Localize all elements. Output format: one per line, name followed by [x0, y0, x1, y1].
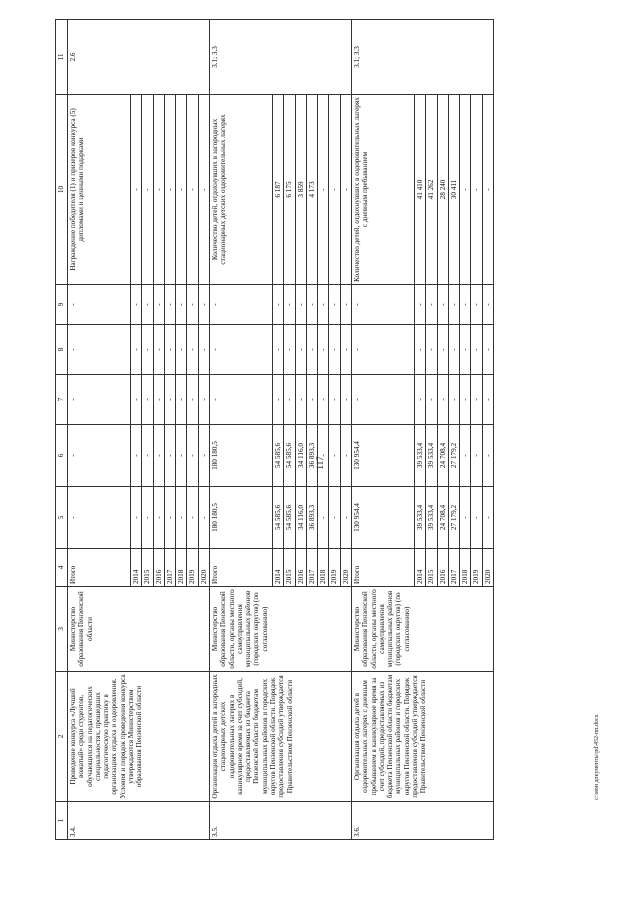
value-cell: 130 954,4	[351, 425, 414, 487]
value-cell: -	[318, 325, 329, 375]
value-cell: -	[68, 325, 131, 375]
value-cell: -	[482, 285, 493, 325]
value-cell: -	[164, 325, 175, 375]
value-cell: -	[448, 325, 459, 375]
value-cell: -	[306, 375, 317, 425]
indicator-value: 4 173	[306, 95, 317, 285]
value-cell: -	[153, 285, 164, 325]
measure-name: Организация отдыха детей в оздоровительных лагерях с дневным пребыванием в каникулярное время за счет субсидий, предоставляемых из бюджета Пензенской области бюджетам муниципальных районов и городских округов Пензенской области. Порядок предоставления субсидий утверждается Правительством Пензенской области	[351, 672, 493, 802]
footer-path: c:\мои документы\pd\452-пп.docx	[594, 714, 600, 800]
value-cell: -	[460, 425, 471, 487]
value-cell: -	[68, 487, 131, 549]
value-cell: -	[272, 375, 283, 425]
value-cell: -	[306, 325, 317, 375]
value-cell: -	[426, 325, 437, 375]
value-cell: -	[295, 285, 306, 325]
value-cell: -	[272, 325, 283, 375]
indicator-value: -	[153, 95, 164, 285]
value-cell: -	[414, 375, 425, 425]
value-cell: -	[448, 375, 459, 425]
year-cell: 2017	[306, 549, 317, 587]
table-row	[209, 20, 272, 840]
value-cell: -	[142, 425, 153, 487]
value-cell: -	[351, 375, 414, 425]
executor: Министерство образования Пензенской области, органы местного самоуправления муниципальных районов (городских округов) (по согласованию)	[209, 587, 351, 672]
value-cell: 180 180,5	[209, 487, 272, 549]
value-cell: -	[414, 285, 425, 325]
year-cell: 2015	[426, 549, 437, 587]
indicator-value: 41 410	[414, 95, 425, 285]
value-cell: -	[272, 285, 283, 325]
value-cell: -	[482, 487, 493, 549]
value-cell: 36 893,3	[306, 487, 317, 549]
indicator-value: 6 175	[284, 95, 295, 285]
value-cell: -	[351, 285, 414, 325]
indicator-value: -	[482, 95, 493, 285]
value-cell: 54 585,6	[284, 425, 295, 487]
value-cell: -	[176, 325, 187, 375]
value-cell: -	[340, 325, 351, 375]
value-cell: -	[142, 285, 153, 325]
value-cell: -	[187, 487, 198, 549]
value-cell: -	[284, 325, 295, 375]
indicator-value: -	[142, 95, 153, 285]
value-cell: 34 116,0	[295, 425, 306, 487]
value-cell: -	[471, 285, 482, 325]
year-cell: 2019	[471, 549, 482, 587]
col-header: 10	[56, 95, 68, 285]
value-cell: -	[460, 325, 471, 375]
value-cell: -	[414, 325, 425, 375]
value-cell: -	[318, 487, 329, 549]
value-cell: -	[329, 375, 340, 425]
year-cell: 2018	[176, 549, 187, 587]
value-cell: -	[198, 487, 209, 549]
year-cell: 2020	[482, 549, 493, 587]
value-cell: 180 180,5	[209, 425, 272, 487]
executor: Министерство образования Пензенской области	[68, 587, 210, 672]
year-cell: 2018	[318, 549, 329, 587]
value-cell: -	[471, 425, 482, 487]
value-cell: -	[340, 375, 351, 425]
year-cell: 2016	[153, 549, 164, 587]
col-header: 1	[56, 802, 68, 840]
value-cell: -	[284, 375, 295, 425]
value-cell: -	[153, 425, 164, 487]
value-cell: -	[306, 285, 317, 325]
value-cell: 34 116,0	[295, 487, 306, 549]
year-cell: 2018	[460, 549, 471, 587]
indicator-value: -	[471, 95, 482, 285]
measure-name: Проведение конкурса «Лучший вожатый» среди студентов, обучающихся на педагогических специальностях, прошедших педагогическую практику в организациях отдыха и оздоровления. Условия и порядок проведения конкурса утверждаются Министерством образования Пензенской области	[68, 672, 210, 802]
value-cell: -	[68, 375, 131, 425]
value-cell: -	[437, 325, 448, 375]
value-cell: -	[340, 425, 351, 487]
value-cell: -	[142, 375, 153, 425]
value-cell: -	[482, 325, 493, 375]
value-cell: -	[164, 425, 175, 487]
value-cell: -	[198, 325, 209, 375]
indicator-cell: Количество детей, отдохнувших в загородных стационарных детских оздоровительных лагерях	[209, 95, 272, 285]
value-cell: -	[426, 375, 437, 425]
value-cell: -	[329, 425, 340, 487]
value-cell: -	[198, 375, 209, 425]
year-cell: 2019	[329, 549, 340, 587]
indicator-value: -	[131, 95, 142, 285]
value-cell: -	[209, 285, 272, 325]
value-cell: -	[164, 285, 175, 325]
value-cell: -	[164, 487, 175, 549]
indicator-value: 30 411	[448, 95, 459, 285]
year-cell: 2016	[437, 549, 448, 587]
value-cell: -	[187, 375, 198, 425]
indicator-value: 28 240	[437, 95, 448, 285]
col-header: 8	[56, 325, 68, 375]
year-cell: Итого	[209, 549, 272, 587]
value-cell: -	[340, 487, 351, 549]
indicator-cell: Количество детей, отдохнувших в оздоровительных лагерях с дневным пребыванием	[351, 95, 414, 285]
indicator-cell: Награждение победителя (1) и призеров конкурса (5) дипломами и ценными подарками	[68, 95, 131, 285]
value-cell: -	[187, 325, 198, 375]
indicator-value: -	[187, 95, 198, 285]
value-cell: -	[318, 285, 329, 325]
value-cell: -	[318, 375, 329, 425]
value-cell: 39 533,4	[426, 425, 437, 487]
value-cell: 24 708,4	[437, 425, 448, 487]
year-cell: Итого	[68, 549, 131, 587]
value-cell: -	[351, 325, 414, 375]
value-cell: -	[198, 285, 209, 325]
indicator-value: -	[176, 95, 187, 285]
value-cell: -	[482, 425, 493, 487]
value-cell: 54 585,6	[284, 487, 295, 549]
value-cell: -	[176, 487, 187, 549]
value-cell: -	[295, 375, 306, 425]
indicator-value: -	[329, 95, 340, 285]
task-ref: 2.6	[68, 20, 210, 95]
indicator-value: -	[318, 95, 329, 285]
page-number: 117	[315, 456, 325, 470]
col-header: 3	[56, 587, 68, 672]
year-cell: 2017	[164, 549, 175, 587]
value-cell: -	[176, 425, 187, 487]
value-cell: -	[131, 425, 142, 487]
value-cell: -	[153, 375, 164, 425]
value-cell: -	[209, 325, 272, 375]
value-cell: -	[482, 375, 493, 425]
year-cell: Итого	[351, 549, 414, 587]
year-cell: 2017	[448, 549, 459, 587]
value-cell: 39 533,4	[414, 425, 425, 487]
header-row	[56, 20, 68, 840]
col-header: 5	[56, 487, 68, 549]
value-cell: -	[448, 285, 459, 325]
value-cell: 130 954,4	[351, 487, 414, 549]
value-cell: 54 585,6	[272, 487, 283, 549]
value-cell: -	[68, 285, 131, 325]
indicator-value: -	[340, 95, 351, 285]
col-header: 7	[56, 375, 68, 425]
value-cell: -	[142, 487, 153, 549]
table-body	[68, 20, 494, 840]
value-cell: -	[284, 285, 295, 325]
col-header: 9	[56, 285, 68, 325]
table-row	[68, 20, 131, 840]
executor: Министерство образования Пензенской области, органы местного самоуправления муниципальных районов (городских округов) (по согласованию)	[351, 587, 493, 672]
value-cell: 36 893,3	[306, 425, 317, 487]
value-cell: -	[164, 375, 175, 425]
col-header: 11	[56, 20, 68, 95]
value-cell: -	[131, 285, 142, 325]
col-header: 6	[56, 425, 68, 487]
year-cell: 2015	[284, 549, 295, 587]
value-cell: -	[460, 487, 471, 549]
value-cell: -	[68, 425, 131, 487]
program-table	[55, 19, 494, 840]
value-cell: -	[176, 375, 187, 425]
value-cell: -	[187, 425, 198, 487]
indicator-value: -	[460, 95, 471, 285]
value-cell: -	[176, 285, 187, 325]
year-cell: 2014	[272, 549, 283, 587]
year-cell: 2019	[187, 549, 198, 587]
value-cell: -	[460, 285, 471, 325]
value-cell: -	[131, 375, 142, 425]
col-header: 4	[56, 549, 68, 587]
value-cell: -	[460, 375, 471, 425]
year-cell: 2014	[414, 549, 425, 587]
value-cell: 54 585,6	[272, 425, 283, 487]
value-cell: 27 179,2	[448, 487, 459, 549]
value-cell: -	[329, 285, 340, 325]
value-cell: -	[198, 425, 209, 487]
value-cell: -	[437, 285, 448, 325]
value-cell: 39 533,4	[426, 487, 437, 549]
value-cell: -	[153, 325, 164, 375]
value-cell: -	[426, 285, 437, 325]
rotated-table-container	[55, 20, 595, 840]
value-cell: -	[187, 285, 198, 325]
value-cell: -	[131, 487, 142, 549]
value-cell: -	[295, 325, 306, 375]
row-number: 3.5.	[209, 802, 351, 840]
value-cell: -	[471, 487, 482, 549]
indicator-value: 41 262	[426, 95, 437, 285]
task-ref: 3.1; 3.3	[209, 20, 351, 95]
value-cell: -	[471, 325, 482, 375]
indicator-value: 6 187	[272, 95, 283, 285]
value-cell: -	[437, 375, 448, 425]
year-cell: 2016	[295, 549, 306, 587]
row-number: 3.6.	[351, 802, 493, 840]
value-cell: 27 179,2	[448, 425, 459, 487]
value-cell: -	[131, 325, 142, 375]
value-cell: 39 533,4	[414, 487, 425, 549]
value-cell: -	[329, 325, 340, 375]
indicator-value: 3 859	[295, 95, 306, 285]
value-cell: -	[471, 375, 482, 425]
year-cell: 2015	[142, 549, 153, 587]
value-cell: -	[318, 425, 329, 487]
value-cell: -	[329, 487, 340, 549]
value-cell: 24 708,4	[437, 487, 448, 549]
year-cell: 2020	[340, 549, 351, 587]
value-cell: -	[142, 325, 153, 375]
col-header: 2	[56, 672, 68, 802]
indicator-value: -	[198, 95, 209, 285]
table-row	[351, 20, 414, 840]
value-cell: -	[340, 285, 351, 325]
measure-name: Организация отдыха детей в загородных стационарных детских оздоровительных лагерях в каникулярное время за счет субсидий, предоставляемых из бюджета Пензенской области бюджетам муниципальных районов и городских округов Пензенской области. Порядок предоставления субсидий утверждается Правительством Пензенской области	[209, 672, 351, 802]
value-cell: -	[209, 375, 272, 425]
task-ref: 3.1; 3.3	[351, 20, 493, 95]
year-cell: 2020	[198, 549, 209, 587]
indicator-value: -	[164, 95, 175, 285]
value-cell: -	[153, 487, 164, 549]
row-number: 3.4.	[68, 802, 210, 840]
year-cell: 2014	[131, 549, 142, 587]
